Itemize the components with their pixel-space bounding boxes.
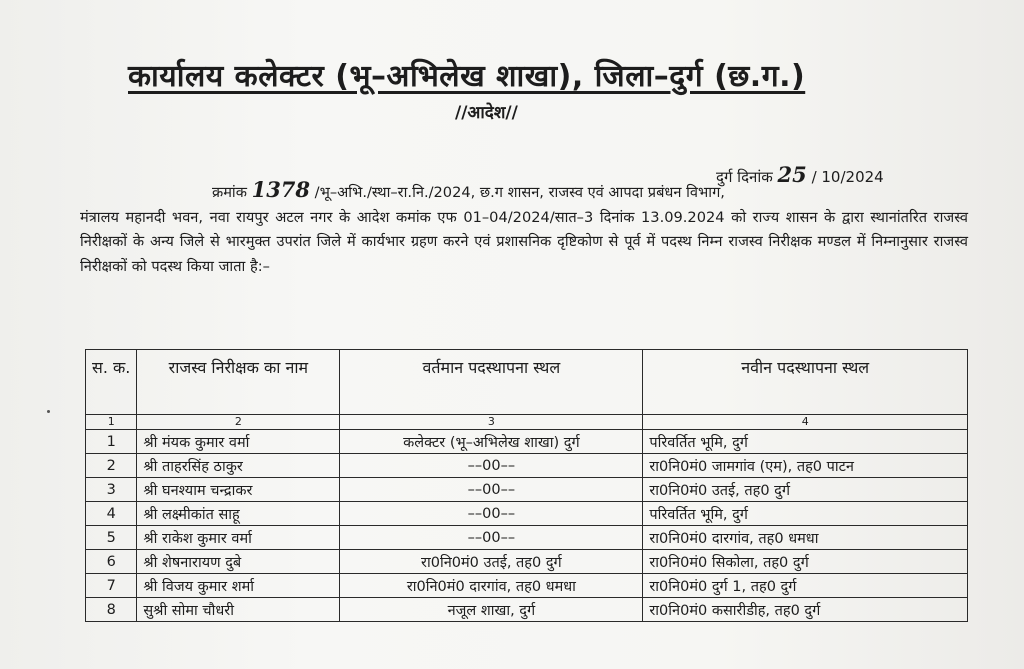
column-number: 4: [643, 415, 968, 430]
order-number-label: क्रमांक: [212, 184, 247, 201]
row-current-posting: ––00––: [340, 502, 643, 526]
row-serial: 8: [86, 598, 137, 622]
postings-table: [85, 349, 968, 622]
row-name: श्री राकेश कुमार वर्मा: [137, 526, 340, 550]
order-body: [80, 178, 968, 279]
row-current-posting: रा0नि0मं0 उतई, तह0 दुर्ग: [340, 550, 643, 574]
date-month-year: / 10/2024: [811, 168, 884, 186]
header-inspector-name: राजस्व निरीक्षक का नाम: [137, 350, 340, 415]
row-current-posting: ––00––: [340, 454, 643, 478]
row-new-posting: रा0नि0मं0 दुर्ग 1, तह0 दुर्ग: [643, 574, 968, 598]
row-name: श्री घनश्याम चन्द्राकर: [137, 478, 340, 502]
date-day-handwritten: 25: [777, 162, 807, 187]
row-name: श्री लक्ष्मीकांत साहू: [137, 502, 340, 526]
table-row: [86, 478, 968, 502]
row-name: श्री शेषनारायण दुबे: [137, 550, 340, 574]
column-number: 2: [137, 415, 340, 430]
row-serial: 1: [86, 430, 137, 454]
table-row: [86, 526, 968, 550]
row-serial: 2: [86, 454, 137, 478]
column-number: 3: [340, 415, 643, 430]
row-name: श्री ताहरसिंह ठाकुर: [137, 454, 340, 478]
order-number-handwritten: 1378: [251, 177, 311, 202]
header-new-posting: नवीन पदस्थापना स्थल: [643, 350, 968, 415]
table-row: [86, 598, 968, 622]
row-serial: 3: [86, 478, 137, 502]
row-new-posting: रा0नि0मं0 कसारीडीह, तह0 दुर्ग: [643, 598, 968, 622]
row-name: श्री विजय कुमार शर्मा: [137, 574, 340, 598]
date-place-label: दुर्ग दिनांक: [716, 168, 773, 186]
table-row: [86, 430, 968, 454]
row-new-posting: परिवर्तित भूमि, दुर्ग: [643, 430, 968, 454]
row-current-posting: ––00––: [340, 478, 643, 502]
margin-speck: [47, 410, 50, 413]
table-row: [86, 502, 968, 526]
row-serial: 6: [86, 550, 137, 574]
row-new-posting: रा0नि0मं0 जामगांव (एम), तह0 पाटन: [643, 454, 968, 478]
row-current-posting: रा0नि0मं0 दारगांव, तह0 धमधा: [340, 574, 643, 598]
row-serial: 7: [86, 574, 137, 598]
row-current-posting: ––00––: [340, 526, 643, 550]
table-row: [86, 550, 968, 574]
header-current-posting: वर्तमान पदस्थापना स्थल: [340, 350, 643, 415]
row-new-posting: रा0नि0मं0 उतई, तह0 दुर्ग: [643, 478, 968, 502]
row-new-posting: परिवर्तित भूमि, दुर्ग: [643, 502, 968, 526]
table-row: [86, 574, 968, 598]
office-title: [128, 54, 928, 95]
row-current-posting: नजूल शाखा, दुर्ग: [340, 598, 643, 622]
row-new-posting: रा0नि0मं0 दारगांव, तह0 धमधा: [643, 526, 968, 550]
order-reference-line: [80, 178, 968, 206]
order-body-text: मंत्रालय महानदी भवन, नवा रायपुर अटल नगर के आदेश कमांक एफ 01–04/2024/सात–3 दिनांक 13.09.2024 को राज्य शासन के द्वारा स्थानांतरित राजस्व निरीक्षकों के अन्य जिले से भारमुक्त उपरांत जिले में कार्यभार ग्रहण करने एवं प्रशासनिक दृष्टिकोण से पूर्व में पदस्थ निम्न राजस्व निरीक्षक मण्डल में निम्नानुसार राजस्व निरीक्षकों को पदस्थ किया जाता है:–: [80, 208, 968, 275]
table-header-row: [86, 350, 968, 415]
column-number: 1: [86, 415, 137, 430]
office-title-text: कार्यालय कलेक्टर (भू–अभिलेख शाखा), जिला–दुर्ग (छ.ग.): [128, 59, 806, 94]
row-serial: 4: [86, 502, 137, 526]
row-name: सुश्री सोमा चौधरी: [137, 598, 340, 622]
table-row: [86, 454, 968, 478]
column-number-row: [86, 415, 968, 430]
header-serial: स. क.: [86, 350, 137, 415]
row-current-posting: कलेक्टर (भू–अभिलेख शाखा) दुर्ग: [340, 430, 643, 454]
row-new-posting: रा0नि0मं0 सिकोला, तह0 दुर्ग: [643, 550, 968, 574]
order-heading: //आदेश//: [455, 103, 518, 123]
row-name: श्री मंयक कुमार वर्मा: [137, 430, 340, 454]
row-serial: 5: [86, 526, 137, 550]
order-reference: /भू–अभि./स्था–रा.नि./2024, छ.ग शासन, राजस्व एवं आपदा प्रबंधन विभाग,: [314, 184, 725, 201]
